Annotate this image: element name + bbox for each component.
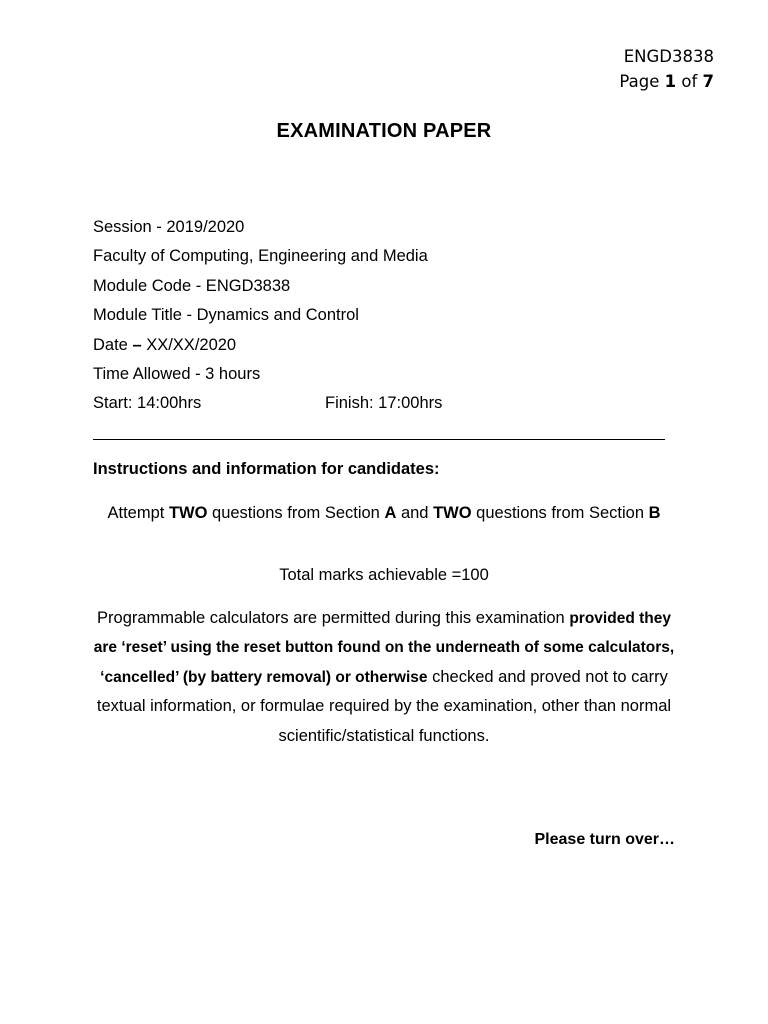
attempt-section-b: B (648, 504, 661, 522)
page-number (619, 69, 714, 94)
date-line (93, 331, 442, 360)
date-dash: – (132, 335, 142, 354)
calculator-policy-line1: Programmable calculators are permitted during this examination (97, 609, 565, 627)
start-time: Start: 14:00hrs (93, 394, 202, 413)
attempt-section-a: A (384, 504, 397, 522)
attempt-text-1: Attempt (107, 504, 169, 522)
session-line: Session - 2019/2020 (93, 218, 245, 236)
module-code-header: ENGD3838 (623, 47, 714, 66)
calculator-policy-rest: checked and proved not to carry textual information, or formulae required by the examination, other than normal scientific/statistical functions. (96, 667, 672, 745)
page-header-reference (619, 44, 714, 94)
calculator-policy-bold: provided they are ‘reset’ using the reset button found on the underneath of some calculators, ‘cancelled’ (by battery removal) or otherwise (93, 610, 675, 686)
start-finish-line (93, 389, 442, 418)
exam-details (93, 213, 442, 419)
date-value: XX/XX/2020 (141, 335, 237, 354)
instructions-heading: Instructions and information for candidates: (93, 460, 440, 478)
attempt-text-3: and (396, 504, 434, 522)
total-marks: Total marks achievable =100 (279, 566, 489, 584)
calculator-policy (93, 604, 675, 751)
attempt-text-4: questions from Section (471, 504, 649, 522)
attempt-instruction (93, 498, 675, 528)
turn-over-note: Please turn over… (534, 831, 675, 848)
page-total: 7 (702, 72, 714, 91)
date-label: Date (93, 335, 133, 354)
divider-line (93, 439, 665, 440)
attempt-text-2: questions from Section (207, 504, 385, 522)
attempt-two-2: TWO (433, 504, 472, 522)
page-word: Page (619, 72, 660, 91)
faculty-line: Faculty of Computing, Engineering and Media (93, 247, 428, 266)
page-of: of (681, 72, 698, 91)
time-allowed-line: Time Allowed - 3 hours (93, 365, 261, 384)
page-current: 1 (664, 72, 677, 91)
attempt-two-1: TWO (168, 504, 208, 522)
module-title-line: Module Title - Dynamics and Control (93, 306, 359, 325)
module-code-line: Module Code - ENGD3838 (93, 276, 291, 295)
page-title: EXAMINATION PAPER (276, 120, 492, 142)
finish-time: Finish: 17:00hrs (325, 394, 443, 413)
